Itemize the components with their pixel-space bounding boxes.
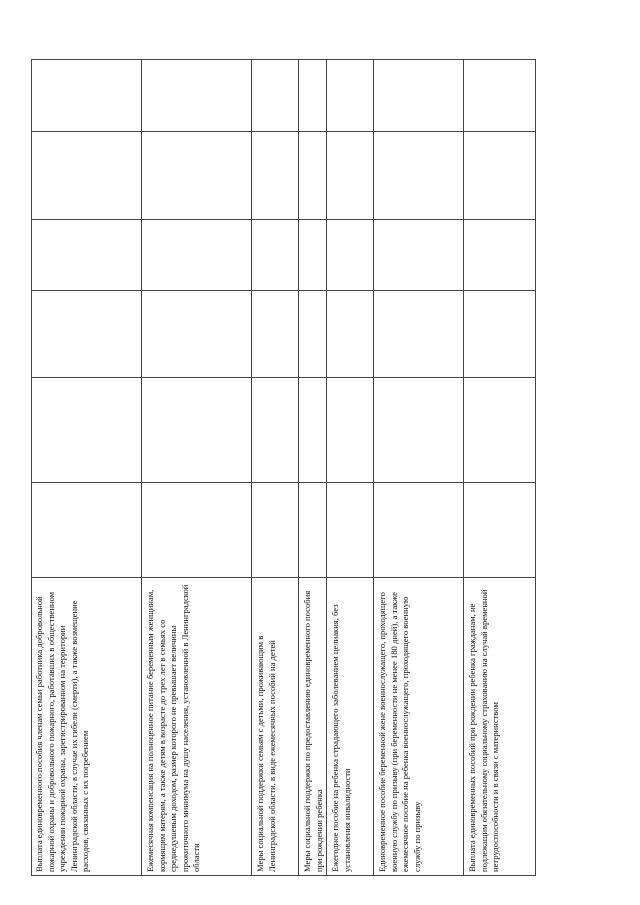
rotated-table: [31, 59, 536, 876]
row-text: Ежемесячная компенсация на полноценное питание беременным женщинам, кормящим матерям, а также детям в возрасте до трех лет в семьях со среднедушевым доходом, размер которого не превышает величины прожиточного минимума на душу населения, установленной в Ленинградской области: [145, 584, 202, 872]
table-divider: [31, 377, 536, 378]
table-divider: [31, 290, 536, 291]
table-divider: [31, 59, 536, 60]
table-divider: [31, 219, 536, 220]
table-divider: [31, 482, 536, 483]
table-divider: [31, 875, 536, 876]
row-text: Выплата единовременного пособия членам семьи работника добровольной пожарной охраны и добровольного пожарного, работавших в общественном учреждении пожарной охраны, зарегистрированном на территории Ленинградской области, в случае их гибели (смерти), а также возмещение расходов, связанных с их погребением: [34, 591, 91, 872]
table-divider: [31, 577, 536, 578]
row-text: Единовременное пособие беременной жене военнослужащего, проходящего военную службу по призыву (при беременности не менее 180 дней), а также ежемесячное пособие на ребенка военнослужащего, проходящего военную службу по призыву: [377, 592, 422, 872]
table-divider: [31, 131, 536, 132]
row-text: Меры социальной поддержки по предоставлению единовременного пособия при рождении ребенка: [302, 590, 324, 872]
row-text: Меры социальной поддержки семьям с детьми, проживающим в Ленинградской области, в виде ежемесячных пособий на детей: [255, 635, 277, 872]
row-text: Ежегодное пособие на ребенка страдающего заболеванием целиакия, без установления инвалидности: [330, 604, 352, 872]
row-text: Выплата единовременных пособий при рождении ребенка гражданам, не подлежащим обязательному социальному страхованию на случай временной нетрудоспособности и в связи с материнством: [467, 589, 501, 872]
